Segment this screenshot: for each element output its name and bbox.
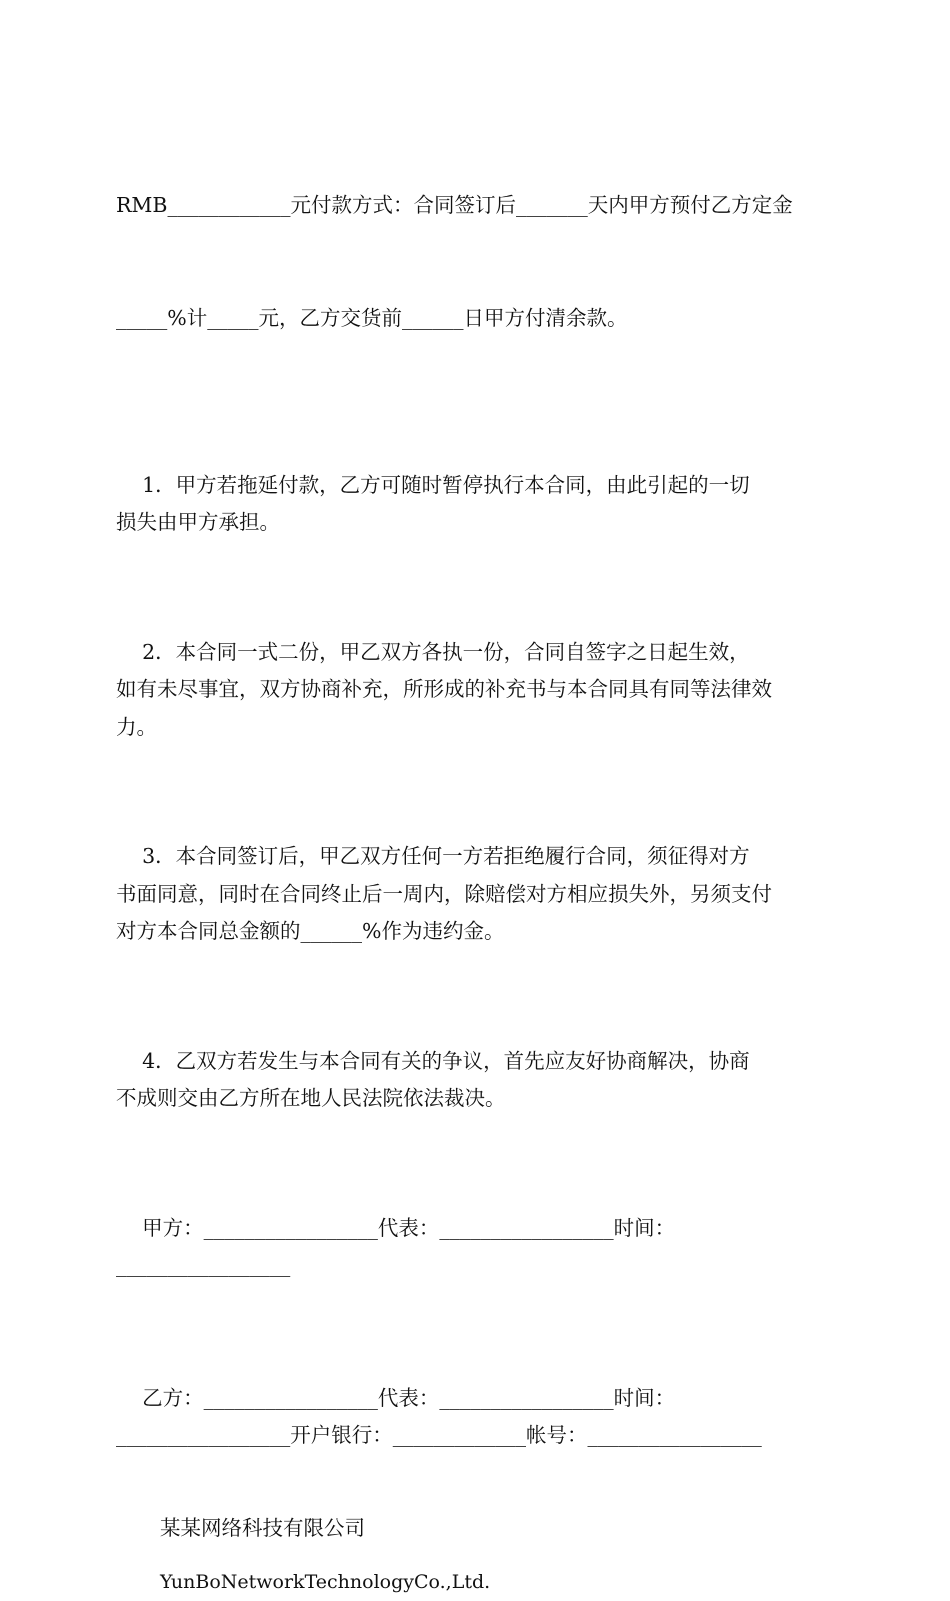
clause-line: 书面同意，同时在合同终止后一周内，除赔偿对方相应损失外，另须支付 [116, 882, 772, 906]
party-a-signature-block [116, 1172, 836, 1322]
clause-4 [116, 1005, 836, 1155]
clause-line: 力。 [116, 715, 157, 739]
contract-page [116, 112, 836, 1601]
clause-line: 1．甲方若拖延付款，乙方可随时暂停执行本合同，由此引起的一切 [142, 473, 750, 497]
clause-2 [116, 596, 836, 784]
clause-line: 不成则交由乙方所在地人民法院依法裁决。 [116, 1086, 506, 1110]
clause-3 [116, 801, 836, 989]
clause-line: 对方本合同总金额的______%作为违约金。 [116, 919, 504, 943]
party-b-bank-line: _________________开户银行：_____________帐号：_________________ [116, 1423, 762, 1447]
clause-line: 如有未尽事宜，双方协商补充，所形成的补充书与本合同具有同等法律效 [116, 677, 772, 701]
clause-line: 损失由甲方承担。 [116, 510, 280, 534]
party-b-line: 乙方：_________________代表：_________________时间： [142, 1386, 675, 1410]
clause-1 [116, 429, 836, 579]
party-a-line: 甲方：_________________代表：_________________时间： [142, 1216, 675, 1240]
payment-terms-line: RMB____________元付款方式：合同签订后_______天内甲方预付乙方定金 [116, 187, 836, 225]
clause-line: 2．本合同一式二份，甲乙双方各执一份，合同自签字之日起生效， [142, 640, 750, 664]
party-b-signature-block [116, 1342, 836, 1492]
company-name-cn: 某某网络科技有限公司 [116, 1510, 836, 1548]
payment-terms-paragraph [116, 112, 836, 412]
payment-terms-line: _____%计_____元，乙方交货前______日甲方付清余款。 [116, 300, 836, 338]
company-name-en: YunBoNetworkTechnologyCo.,Ltd. [116, 1564, 836, 1601]
clause-line: 3．本合同签订后，甲乙双方任何一方若拒绝履行合同，须征得对方 [142, 844, 750, 868]
party-a-time-blank: _________________ [116, 1253, 290, 1277]
clause-line: 4．乙双方若发生与本合同有关的争议，首先应友好协商解决，协商 [142, 1049, 750, 1073]
